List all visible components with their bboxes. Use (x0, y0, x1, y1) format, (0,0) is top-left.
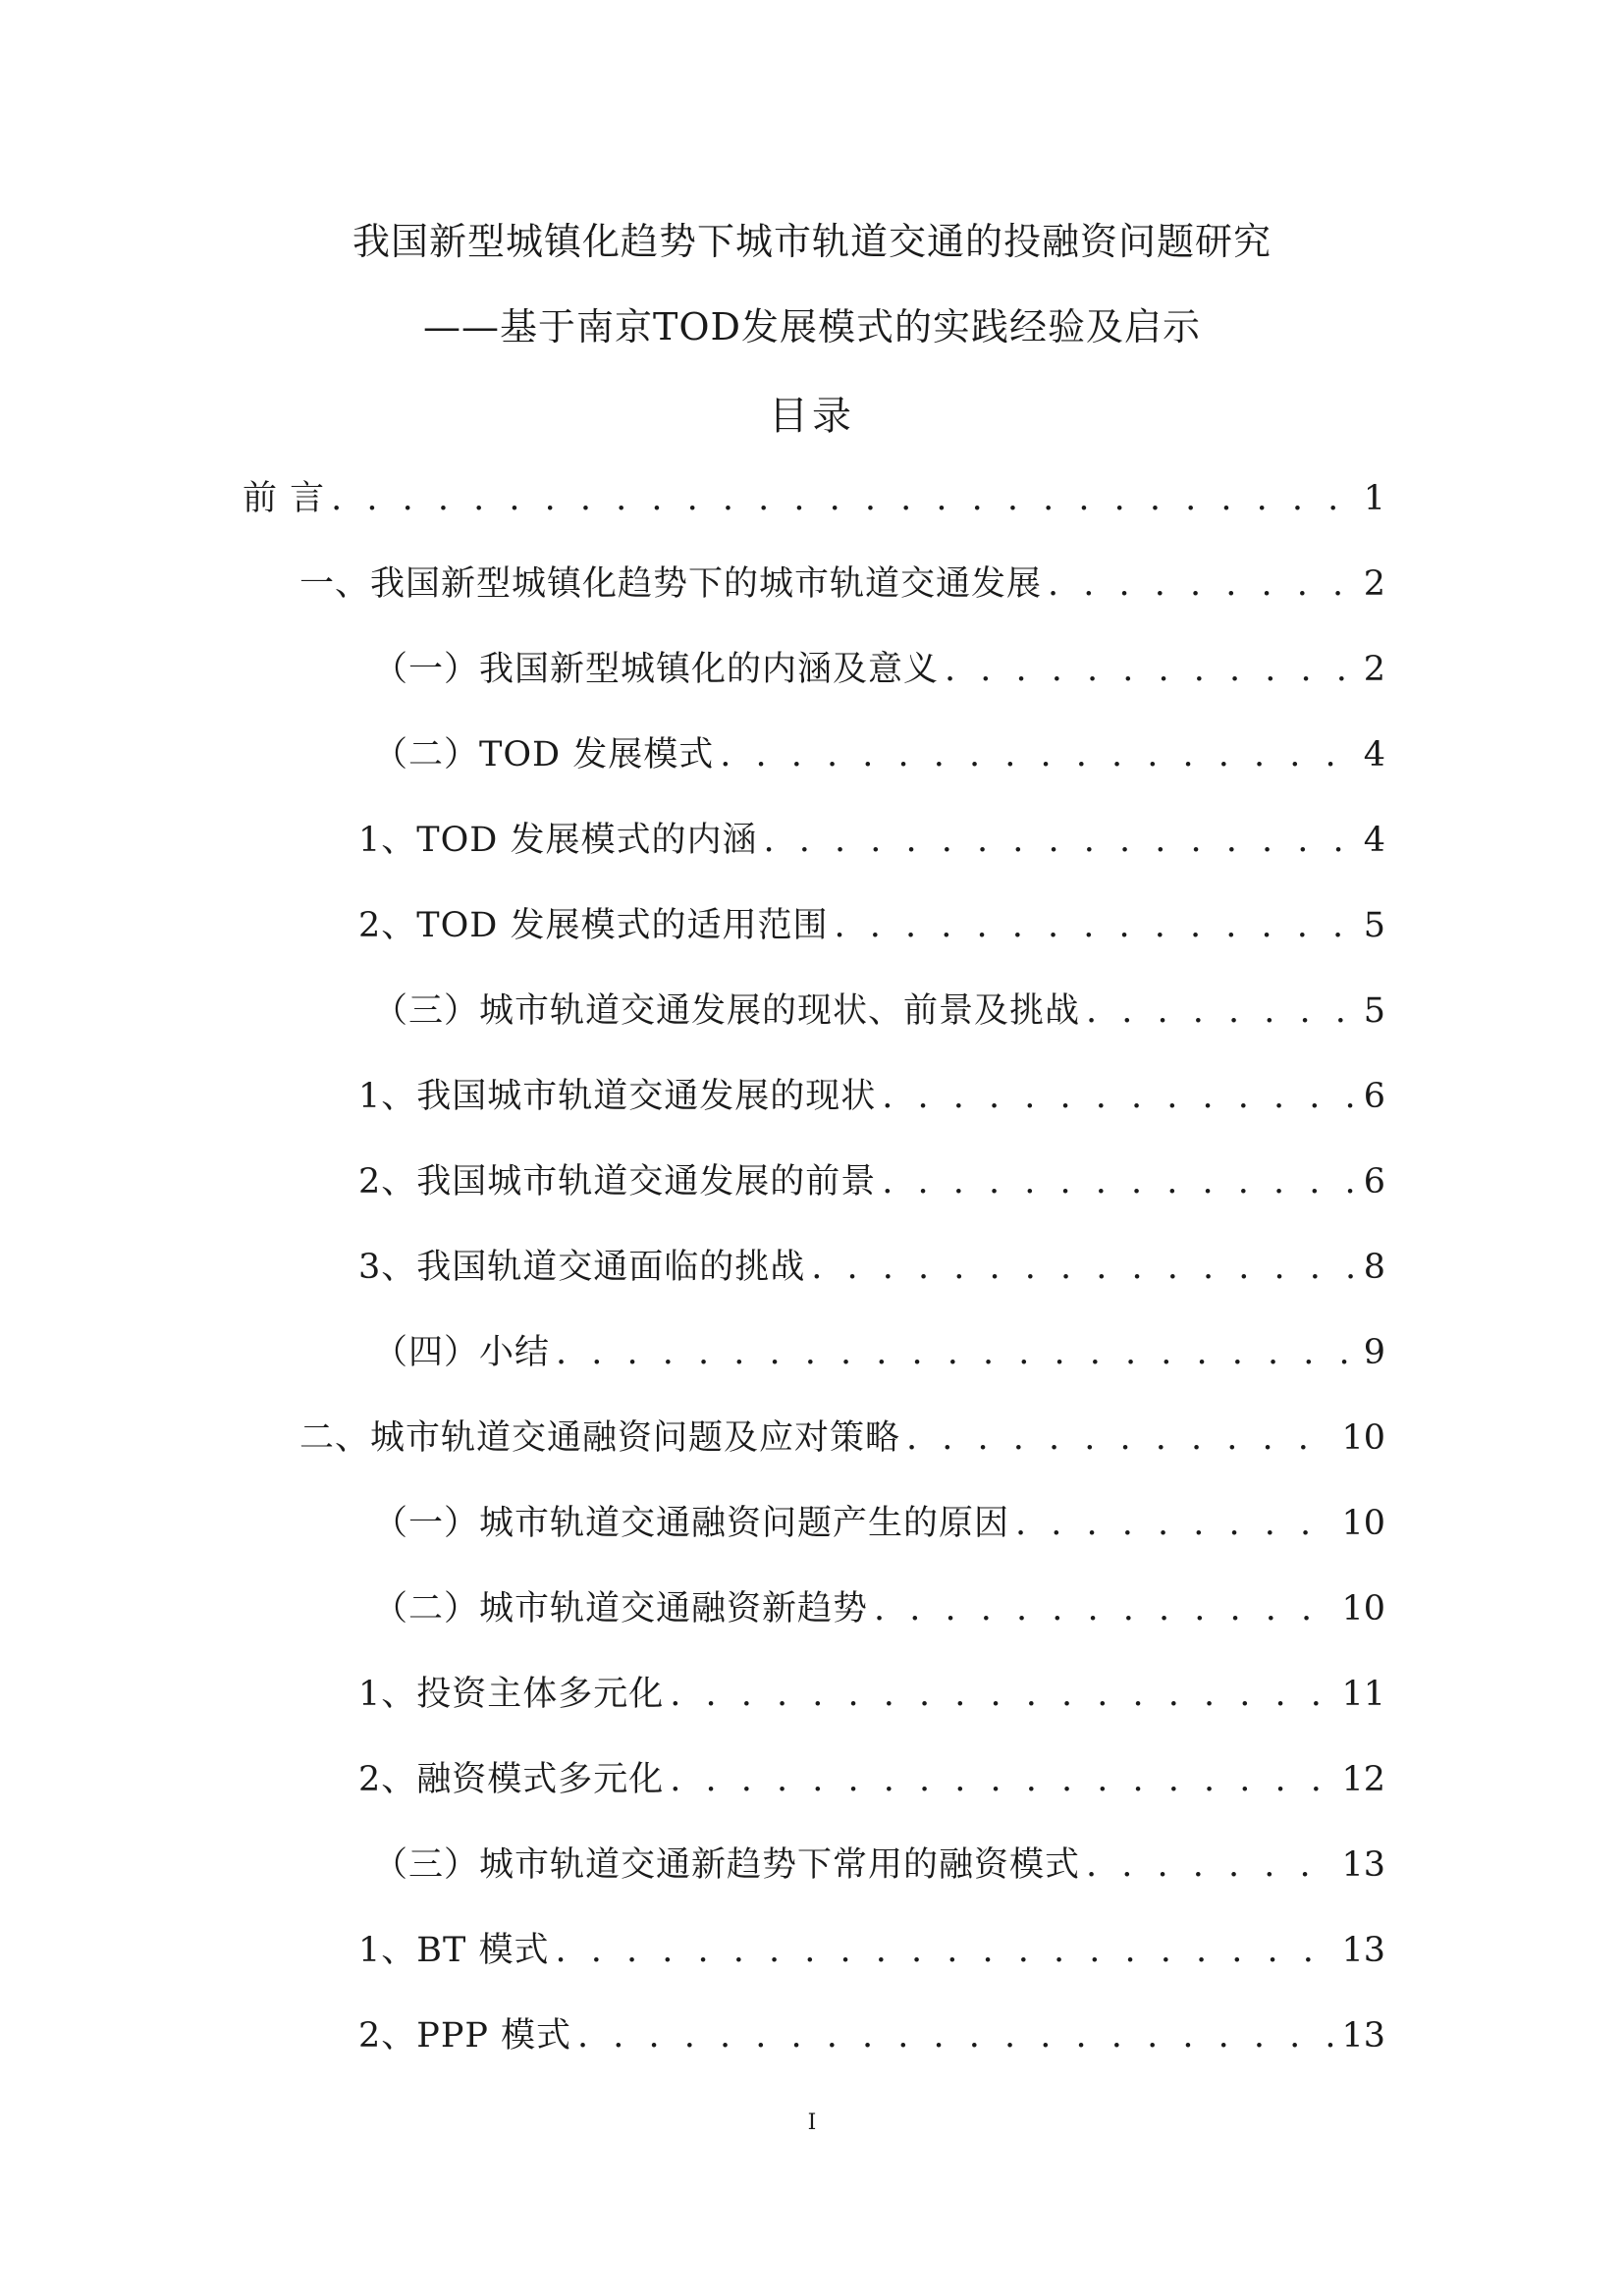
dot-leader (906, 1418, 1335, 1458)
toc-entry-page: 8 (1363, 1248, 1385, 1287)
dot-leader (874, 1589, 1335, 1629)
toc-entry-page: 10 (1341, 1418, 1385, 1458)
dot-leader (764, 821, 1358, 860)
toc-entry[interactable] (373, 1325, 1385, 1384)
toc-entry-label: （三）城市轨道交通新趋势下常用的融资模式 (373, 1845, 1081, 1885)
dot-leader (945, 650, 1358, 689)
dot-leader (835, 906, 1358, 945)
dot-leader (720, 735, 1357, 774)
toc-entry-page: 2 (1363, 564, 1385, 604)
toc-entry-page: 11 (1341, 1675, 1385, 1714)
toc-entry[interactable] (358, 2008, 1385, 2067)
toc-entry[interactable] (373, 1838, 1385, 1896)
dot-leader (882, 1162, 1357, 1201)
toc-entry-label: （四）小结 (373, 1333, 551, 1372)
toc-entry-label: 2、TOD 发展模式的适用范围 (358, 906, 829, 945)
toc-entry-page: 13 (1341, 2016, 1385, 2056)
dot-leader (577, 2016, 1335, 2056)
toc-entry[interactable] (373, 984, 1385, 1042)
toc-entry-page: 10 (1341, 1504, 1385, 1543)
toc-entry[interactable] (358, 1154, 1385, 1213)
toc-entry-label: 1、TOD 发展模式的内涵 (358, 821, 758, 860)
dot-leader (556, 1333, 1358, 1372)
toc-entry-page: 4 (1363, 821, 1385, 860)
toc-entry-label: 1、我国城市轨道交通发展的现状 (358, 1077, 877, 1116)
toc-entry[interactable] (373, 1581, 1385, 1640)
toc-entry-page: 1 (1363, 479, 1385, 518)
toc-entry-label: （二）城市轨道交通融资新趋势 (373, 1589, 869, 1629)
toc-entry-label: 3、我国轨道交通面临的挑战 (358, 1248, 806, 1287)
toc-entry-label: （一）我国新型城镇化的内涵及意义 (373, 650, 940, 689)
toc-entry-label: 2、我国城市轨道交通发展的前景 (358, 1162, 877, 1201)
toc-entry-page: 5 (1363, 991, 1385, 1031)
dot-leader (1015, 1504, 1335, 1543)
dot-leader (1048, 564, 1358, 604)
dot-leader (1086, 1845, 1335, 1885)
toc-entry[interactable] (373, 642, 1385, 701)
dot-leader (882, 1077, 1357, 1116)
toc-entry-label: （三）城市轨道交通发展的现状、前景及挑战 (373, 991, 1081, 1031)
toc-entry-page: 10 (1341, 1589, 1385, 1629)
toc-entry-page: 5 (1363, 906, 1385, 945)
toc-entry-page: 6 (1363, 1162, 1385, 1201)
toc-entry[interactable] (299, 557, 1385, 615)
toc-entry-label: 一、我国新型城镇化趋势下的城市轨道交通发展 (299, 564, 1043, 604)
toc-entry-page: 13 (1341, 1931, 1385, 1970)
toc-entry-page: 9 (1363, 1333, 1385, 1372)
toc-entry-page: 13 (1341, 1845, 1385, 1885)
toc-entry-label: 2、PPP 模式 (358, 2016, 572, 2056)
toc-entry-page: 6 (1363, 1077, 1385, 1116)
dot-leader (670, 1675, 1335, 1714)
toc-entry[interactable] (243, 471, 1385, 530)
dot-leader (1086, 991, 1358, 1031)
toc-entry-page: 12 (1341, 1760, 1385, 1799)
dot-leader (811, 1248, 1357, 1287)
document-title: 我国新型城镇化趋势下城市轨道交通的投融资问题研究 (352, 220, 1272, 263)
toc-entry-label: （一）城市轨道交通融资问题产生的原因 (373, 1504, 1010, 1543)
toc-entry[interactable] (299, 1411, 1385, 1469)
toc-entry-page: 2 (1363, 650, 1385, 689)
dot-leader (555, 1931, 1335, 1970)
dot-leader (331, 479, 1358, 518)
toc-heading: 目录 (769, 394, 855, 439)
toc-entry-label: 二、城市轨道交通融资问题及应对策略 (299, 1418, 901, 1458)
toc-entry[interactable] (358, 1240, 1385, 1299)
toc-entry[interactable] (373, 727, 1385, 786)
toc-entry[interactable] (358, 1752, 1385, 1811)
toc-entry[interactable] (358, 1667, 1385, 1726)
document-subtitle: ——基于南京TOD发展模式的实践经验及启示 (423, 305, 1201, 348)
toc-entry[interactable] (358, 813, 1385, 872)
toc-entry-label: 1、BT 模式 (358, 1931, 550, 1970)
page-number: I (807, 2110, 817, 2135)
dot-leader (670, 1760, 1335, 1799)
toc-entry-label: 前 言 (243, 479, 326, 518)
toc-entry-label: 2、融资模式多元化 (358, 1760, 665, 1799)
toc-entry[interactable] (373, 1496, 1385, 1555)
toc-entry[interactable] (358, 1923, 1385, 1982)
toc-entry-page: 4 (1363, 735, 1385, 774)
toc-entry-label: 1、投资主体多元化 (358, 1675, 665, 1714)
toc-entry-label: （二）TOD 发展模式 (373, 735, 715, 774)
toc-entry[interactable] (358, 1069, 1385, 1128)
toc-entry[interactable] (358, 898, 1385, 957)
